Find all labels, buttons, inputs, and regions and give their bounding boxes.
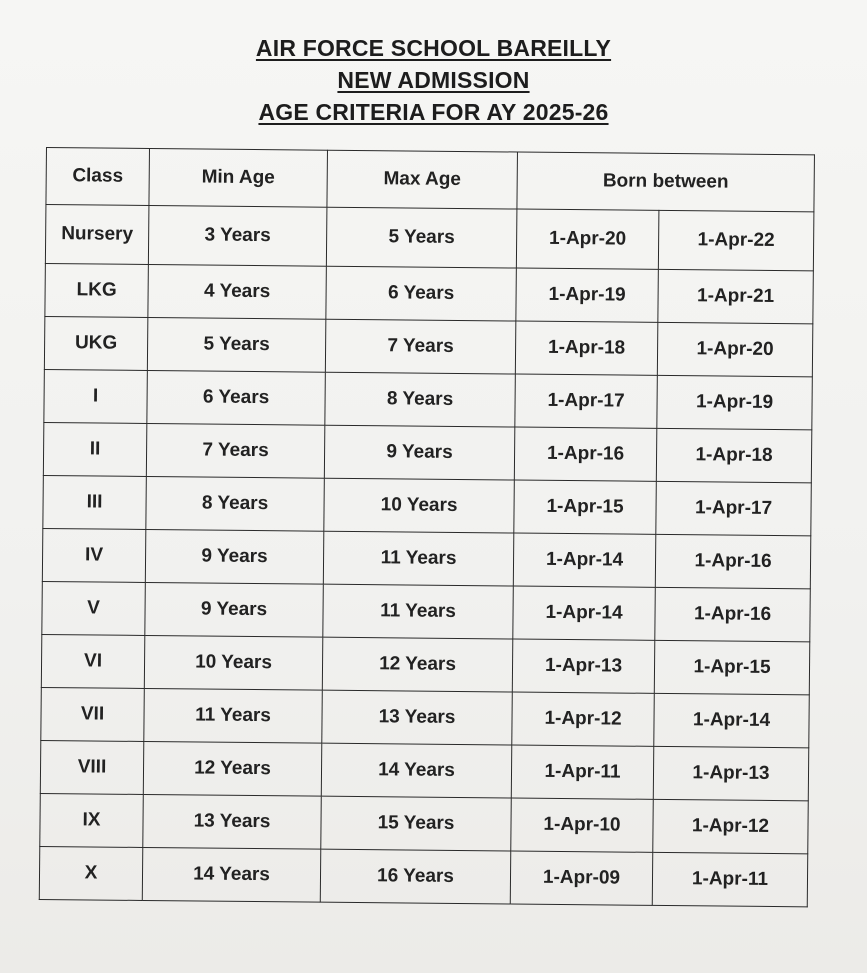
cell-class: IX: [40, 793, 144, 847]
header-min-age: Min Age: [149, 148, 328, 207]
cell-born-to: 1-Apr-13: [653, 746, 809, 800]
cell-born-from: 1-Apr-10: [511, 798, 654, 852]
cell-born-to: 1-Apr-16: [655, 534, 811, 588]
cell-min-age: 9 Years: [145, 582, 324, 637]
table-row: [40, 793, 808, 853]
cell-class: III: [43, 475, 147, 529]
cell-born-to: 1-Apr-20: [657, 322, 813, 376]
cell-max-age: 5 Years: [326, 207, 517, 268]
cell-max-age: 7 Years: [325, 319, 515, 374]
cell-min-age: 14 Years: [142, 847, 321, 902]
cell-born-to: 1-Apr-14: [654, 693, 810, 747]
cell-born-to: 1-Apr-15: [654, 640, 810, 694]
cell-min-age: 5 Years: [147, 317, 326, 372]
cell-born-from: 1-Apr-16: [514, 427, 657, 481]
cell-min-age: 8 Years: [146, 476, 325, 531]
cell-min-age: 11 Years: [144, 688, 323, 743]
cell-min-age: 10 Years: [144, 635, 323, 690]
cell-born-from: 1-Apr-14: [513, 586, 656, 640]
cell-class: UKG: [44, 316, 148, 370]
cell-class: V: [42, 581, 146, 635]
cell-class: VI: [41, 634, 145, 688]
cell-class: II: [43, 422, 147, 476]
cell-max-age: 15 Years: [321, 796, 512, 851]
cell-max-age: 8 Years: [325, 372, 516, 427]
cell-born-to: 1-Apr-18: [656, 428, 812, 482]
age-criteria-table: [39, 147, 815, 907]
cell-min-age: 7 Years: [146, 423, 325, 478]
cell-min-age: 3 Years: [148, 205, 327, 266]
cell-max-age: 11 Years: [323, 531, 514, 586]
cell-class: IV: [42, 528, 146, 582]
age-criteria-title: AGE CRITERIA FOR AY 2025-26: [258, 99, 609, 125]
cell-class: Nursery: [45, 205, 149, 265]
cell-born-from: 1-Apr-20: [516, 209, 659, 269]
cell-max-age: 6 Years: [326, 266, 517, 321]
cell-min-age: 13 Years: [143, 794, 322, 849]
table-row: [43, 422, 811, 482]
cell-min-age: 12 Years: [143, 741, 322, 796]
cell-born-from: 1-Apr-13: [512, 639, 655, 693]
cell-max-age: 10 Years: [324, 478, 515, 533]
cell-born-to: 1-Apr-12: [653, 799, 809, 853]
table-row: [44, 369, 812, 429]
cell-max-age: 14 Years: [321, 743, 512, 798]
cell-born-from: 1-Apr-18: [515, 321, 658, 375]
table-row: [41, 634, 809, 694]
cell-max-age: 16 Years: [320, 849, 511, 904]
header-max-age: Max Age: [327, 150, 518, 209]
cell-class: LKG: [45, 263, 149, 317]
cell-born-to: 1-Apr-11: [652, 852, 808, 906]
age-criteria-table-wrapper: [39, 147, 815, 907]
table-row: [45, 205, 814, 271]
cell-born-from: 1-Apr-12: [512, 692, 655, 746]
table-row: [41, 687, 809, 747]
cell-born-from: 1-Apr-15: [514, 480, 657, 534]
cell-born-to: 1-Apr-17: [656, 481, 812, 535]
header-class: Class: [46, 148, 150, 206]
cell-min-age: 9 Years: [145, 529, 324, 584]
cell-min-age: 4 Years: [148, 264, 327, 319]
table-row: [39, 846, 807, 906]
cell-max-age: 13 Years: [322, 690, 513, 745]
cell-born-from: 1-Apr-14: [513, 533, 656, 587]
header-born-between: Born between: [517, 152, 815, 212]
cell-class: I: [44, 369, 148, 423]
table-row: [43, 475, 811, 535]
table-row: [40, 740, 808, 800]
table-body: [39, 205, 814, 907]
cell-born-to: 1-Apr-16: [655, 587, 811, 641]
cell-born-from: 1-Apr-19: [516, 268, 659, 322]
cell-max-age: 9 Years: [324, 425, 514, 480]
table-row: [42, 528, 810, 588]
cell-born-from: 1-Apr-11: [511, 745, 654, 799]
cell-born-to: 1-Apr-22: [658, 210, 814, 270]
table-row: [42, 581, 810, 641]
cell-class: VII: [41, 687, 145, 741]
admission-title: NEW ADMISSION: [337, 67, 530, 93]
cell-class: VIII: [40, 740, 144, 794]
cell-born-from: 1-Apr-09: [510, 851, 653, 905]
cell-class: X: [39, 846, 143, 900]
cell-born-to: 1-Apr-19: [657, 375, 813, 429]
cell-born-to: 1-Apr-21: [658, 269, 814, 323]
table-header-row: [46, 148, 815, 212]
document-heading: [0, 32, 867, 128]
cell-min-age: 6 Years: [147, 370, 326, 425]
cell-born-from: 1-Apr-17: [515, 374, 658, 428]
table-row: [44, 316, 812, 376]
cell-max-age: 12 Years: [322, 637, 513, 692]
cell-max-age: 11 Years: [323, 584, 514, 639]
table-row: [45, 263, 813, 323]
school-name: AIR FORCE SCHOOL BAREILLY: [255, 35, 612, 61]
